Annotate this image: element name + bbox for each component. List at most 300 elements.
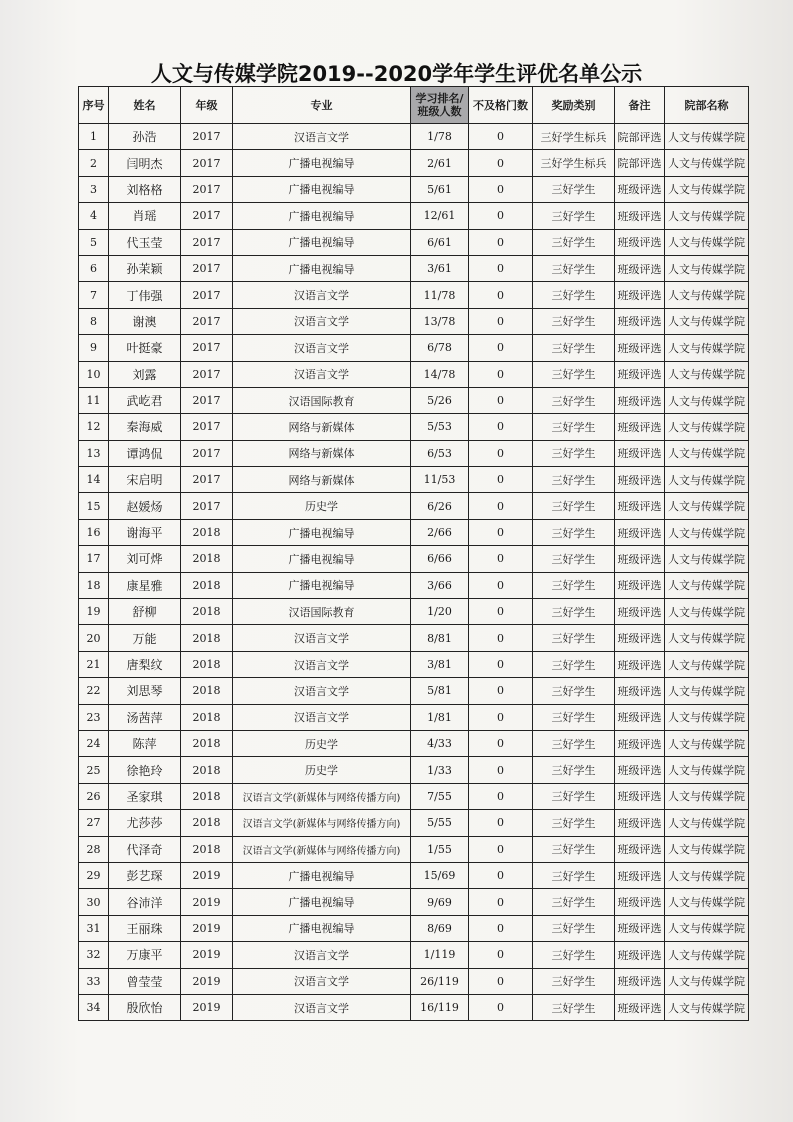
cell-no: 10 xyxy=(79,361,109,387)
cell-note: 班级评选 xyxy=(615,414,665,440)
cell-college: 人文与传媒学院 xyxy=(665,810,749,836)
cell-award: 三好学生 xyxy=(533,704,615,730)
cell-fail-count: 0 xyxy=(469,335,533,361)
table-row xyxy=(79,678,749,704)
cell-name: 代玉莹 xyxy=(109,229,181,255)
cell-name: 彭艺琛 xyxy=(109,862,181,888)
cell-no: 23 xyxy=(79,704,109,730)
cell-grade: 2017 xyxy=(181,387,233,413)
cell-no: 14 xyxy=(79,467,109,493)
table-row xyxy=(79,282,749,308)
table-row xyxy=(79,651,749,677)
cell-note: 班级评选 xyxy=(615,625,665,651)
cell-name: 万康平 xyxy=(109,942,181,968)
cell-major: 网络与新媒体 xyxy=(233,414,411,440)
cell-rank: 5/61 xyxy=(411,176,469,202)
cell-fail-count: 0 xyxy=(469,889,533,915)
cell-grade: 2019 xyxy=(181,889,233,915)
cell-name: 曾莹莹 xyxy=(109,968,181,994)
cell-grade: 2018 xyxy=(181,678,233,704)
cell-award: 三好学生 xyxy=(533,730,615,756)
cell-name: 代泽奇 xyxy=(109,836,181,862)
cell-no: 28 xyxy=(79,836,109,862)
header-name: 姓名 xyxy=(109,87,181,124)
cell-fail-count: 0 xyxy=(469,150,533,176)
cell-no: 20 xyxy=(79,625,109,651)
cell-rank: 11/53 xyxy=(411,467,469,493)
cell-fail-count: 0 xyxy=(469,678,533,704)
cell-rank: 6/66 xyxy=(411,546,469,572)
cell-note: 班级评选 xyxy=(615,889,665,915)
cell-fail-count: 0 xyxy=(469,704,533,730)
cell-no: 24 xyxy=(79,730,109,756)
cell-rank: 1/55 xyxy=(411,836,469,862)
cell-name: 王丽珠 xyxy=(109,915,181,941)
cell-major: 汉语言文学 xyxy=(233,625,411,651)
cell-major: 汉语言文学 xyxy=(233,651,411,677)
cell-college: 人文与传媒学院 xyxy=(665,203,749,229)
cell-major: 汉语言文学 xyxy=(233,678,411,704)
cell-no: 34 xyxy=(79,994,109,1020)
cell-note: 班级评选 xyxy=(615,203,665,229)
cell-college: 人文与传媒学院 xyxy=(665,335,749,361)
cell-rank: 8/81 xyxy=(411,625,469,651)
cell-note: 班级评选 xyxy=(615,361,665,387)
cell-grade: 2017 xyxy=(181,440,233,466)
cell-college: 人文与传媒学院 xyxy=(665,440,749,466)
cell-fail-count: 0 xyxy=(469,255,533,281)
cell-name: 圣家琪 xyxy=(109,783,181,809)
cell-award: 三好学生 xyxy=(533,546,615,572)
cell-note: 院部评选 xyxy=(615,124,665,150)
cell-major: 汉语言文学(新媒体与网络传播方向) xyxy=(233,836,411,862)
cell-no: 33 xyxy=(79,968,109,994)
cell-no: 1 xyxy=(79,124,109,150)
cell-note: 班级评选 xyxy=(615,994,665,1020)
cell-name: 叶挺豪 xyxy=(109,335,181,361)
cell-no: 5 xyxy=(79,229,109,255)
table-row xyxy=(79,599,749,625)
cell-major: 汉语言文学 xyxy=(233,308,411,334)
header-rank-line1: 学习排名/ xyxy=(415,92,464,105)
cell-rank: 4/33 xyxy=(411,730,469,756)
cell-major: 汉语言文学(新媒体与网络传播方向) xyxy=(233,783,411,809)
cell-fail-count: 0 xyxy=(469,387,533,413)
cell-rank: 3/66 xyxy=(411,572,469,598)
cell-no: 22 xyxy=(79,678,109,704)
cell-rank: 3/61 xyxy=(411,255,469,281)
cell-no: 30 xyxy=(79,889,109,915)
cell-college: 人文与传媒学院 xyxy=(665,862,749,888)
cell-note: 班级评选 xyxy=(615,572,665,598)
cell-fail-count: 0 xyxy=(469,757,533,783)
cell-name: 唐梨纹 xyxy=(109,651,181,677)
cell-grade: 2017 xyxy=(181,361,233,387)
cell-major: 网络与新媒体 xyxy=(233,467,411,493)
cell-rank: 2/66 xyxy=(411,519,469,545)
cell-fail-count: 0 xyxy=(469,572,533,598)
cell-grade: 2018 xyxy=(181,730,233,756)
cell-rank: 26/119 xyxy=(411,968,469,994)
table-row xyxy=(79,176,749,202)
table-row xyxy=(79,783,749,809)
cell-no: 18 xyxy=(79,572,109,598)
cell-no: 25 xyxy=(79,757,109,783)
cell-award: 三好学生标兵 xyxy=(533,124,615,150)
cell-grade: 2017 xyxy=(181,414,233,440)
cell-grade: 2017 xyxy=(181,203,233,229)
table-row xyxy=(79,968,749,994)
table-row xyxy=(79,810,749,836)
cell-fail-count: 0 xyxy=(469,124,533,150)
cell-award: 三好学生 xyxy=(533,678,615,704)
cell-no: 11 xyxy=(79,387,109,413)
cell-major: 历史学 xyxy=(233,757,411,783)
cell-college: 人文与传媒学院 xyxy=(665,414,749,440)
table-row xyxy=(79,862,749,888)
cell-fail-count: 0 xyxy=(469,308,533,334)
cell-grade: 2019 xyxy=(181,915,233,941)
cell-rank: 6/61 xyxy=(411,229,469,255)
table-row xyxy=(79,757,749,783)
cell-grade: 2017 xyxy=(181,467,233,493)
cell-note: 班级评选 xyxy=(615,757,665,783)
cell-grade: 2018 xyxy=(181,625,233,651)
cell-rank: 3/81 xyxy=(411,651,469,677)
cell-rank: 5/26 xyxy=(411,387,469,413)
cell-note: 院部评选 xyxy=(615,150,665,176)
cell-no: 27 xyxy=(79,810,109,836)
cell-major: 广播电视编导 xyxy=(233,519,411,545)
cell-rank: 16/119 xyxy=(411,994,469,1020)
cell-name: 丁伟强 xyxy=(109,282,181,308)
cell-award: 三好学生标兵 xyxy=(533,150,615,176)
cell-grade: 2017 xyxy=(181,255,233,281)
cell-award: 三好学生 xyxy=(533,915,615,941)
award-list-table xyxy=(78,86,749,1021)
cell-major: 广播电视编导 xyxy=(233,255,411,281)
cell-note: 班级评选 xyxy=(615,678,665,704)
cell-major: 历史学 xyxy=(233,730,411,756)
cell-name: 闫明杰 xyxy=(109,150,181,176)
cell-no: 8 xyxy=(79,308,109,334)
cell-fail-count: 0 xyxy=(469,836,533,862)
table-row xyxy=(79,255,749,281)
table-row xyxy=(79,519,749,545)
cell-college: 人文与传媒学院 xyxy=(665,467,749,493)
cell-rank: 1/33 xyxy=(411,757,469,783)
cell-award: 三好学生 xyxy=(533,414,615,440)
cell-award: 三好学生 xyxy=(533,889,615,915)
cell-college: 人文与传媒学院 xyxy=(665,308,749,334)
cell-rank: 15/69 xyxy=(411,862,469,888)
cell-fail-count: 0 xyxy=(469,968,533,994)
cell-award: 三好学生 xyxy=(533,282,615,308)
cell-note: 班级评选 xyxy=(615,783,665,809)
cell-name: 汤茜萍 xyxy=(109,704,181,730)
cell-name: 秦海威 xyxy=(109,414,181,440)
cell-college: 人文与传媒学院 xyxy=(665,889,749,915)
table-header-row xyxy=(79,87,749,124)
cell-no: 13 xyxy=(79,440,109,466)
cell-grade: 2017 xyxy=(181,308,233,334)
cell-name: 谢澳 xyxy=(109,308,181,334)
cell-college: 人文与传媒学院 xyxy=(665,651,749,677)
cell-award: 三好学生 xyxy=(533,203,615,229)
cell-note: 班级评选 xyxy=(615,282,665,308)
cell-college: 人文与传媒学院 xyxy=(665,387,749,413)
cell-rank: 6/53 xyxy=(411,440,469,466)
header-rank-line2: 班级人数 xyxy=(417,105,462,118)
cell-award: 三好学生 xyxy=(533,255,615,281)
cell-major: 汉语国际教育 xyxy=(233,387,411,413)
cell-note: 班级评选 xyxy=(615,599,665,625)
cell-college: 人文与传媒学院 xyxy=(665,150,749,176)
cell-grade: 2017 xyxy=(181,229,233,255)
cell-fail-count: 0 xyxy=(469,282,533,308)
cell-no: 19 xyxy=(79,599,109,625)
cell-no: 21 xyxy=(79,651,109,677)
cell-major: 汉语言文学 xyxy=(233,124,411,150)
cell-rank: 6/78 xyxy=(411,335,469,361)
cell-fail-count: 0 xyxy=(469,519,533,545)
cell-major: 广播电视编导 xyxy=(233,915,411,941)
cell-grade: 2018 xyxy=(181,519,233,545)
cell-rank: 11/78 xyxy=(411,282,469,308)
cell-major: 汉语言文学 xyxy=(233,335,411,361)
header-rank xyxy=(411,87,469,124)
cell-rank: 9/69 xyxy=(411,889,469,915)
cell-note: 班级评选 xyxy=(615,704,665,730)
cell-college: 人文与传媒学院 xyxy=(665,176,749,202)
header-college: 院部名称 xyxy=(665,87,749,124)
header-fail-count: 不及格门数 xyxy=(469,87,533,124)
cell-name: 宋启明 xyxy=(109,467,181,493)
cell-grade: 2018 xyxy=(181,757,233,783)
cell-no: 4 xyxy=(79,203,109,229)
header-major: 专业 xyxy=(233,87,411,124)
table-row xyxy=(79,229,749,255)
cell-fail-count: 0 xyxy=(469,810,533,836)
cell-grade: 2018 xyxy=(181,783,233,809)
table-body xyxy=(79,124,749,1021)
cell-name: 尤莎莎 xyxy=(109,810,181,836)
cell-rank: 14/78 xyxy=(411,361,469,387)
cell-name: 徐艳玲 xyxy=(109,757,181,783)
cell-grade: 2018 xyxy=(181,572,233,598)
cell-note: 班级评选 xyxy=(615,810,665,836)
cell-grade: 2019 xyxy=(181,862,233,888)
cell-major: 广播电视编导 xyxy=(233,176,411,202)
cell-college: 人文与传媒学院 xyxy=(665,783,749,809)
cell-award: 三好学生 xyxy=(533,651,615,677)
cell-grade: 2017 xyxy=(181,282,233,308)
table-row xyxy=(79,625,749,651)
cell-grade: 2017 xyxy=(181,150,233,176)
table-row xyxy=(79,440,749,466)
cell-note: 班级评选 xyxy=(615,493,665,519)
cell-note: 班级评选 xyxy=(615,229,665,255)
cell-name: 谭鸿侃 xyxy=(109,440,181,466)
cell-fail-count: 0 xyxy=(469,361,533,387)
cell-name: 康星雅 xyxy=(109,572,181,598)
cell-note: 班级评选 xyxy=(615,255,665,281)
cell-note: 班级评选 xyxy=(615,387,665,413)
cell-award: 三好学生 xyxy=(533,942,615,968)
cell-award: 三好学生 xyxy=(533,599,615,625)
table-row xyxy=(79,889,749,915)
cell-name: 赵媛炀 xyxy=(109,493,181,519)
cell-college: 人文与传媒学院 xyxy=(665,546,749,572)
cell-note: 班级评选 xyxy=(615,176,665,202)
cell-name: 刘露 xyxy=(109,361,181,387)
cell-major: 汉语言文学 xyxy=(233,942,411,968)
cell-award: 三好学生 xyxy=(533,176,615,202)
cell-award: 三好学生 xyxy=(533,493,615,519)
cell-fail-count: 0 xyxy=(469,730,533,756)
cell-major: 汉语言文学 xyxy=(233,968,411,994)
cell-major: 广播电视编导 xyxy=(233,862,411,888)
cell-note: 班级评选 xyxy=(615,730,665,756)
cell-fail-count: 0 xyxy=(469,414,533,440)
cell-note: 班级评选 xyxy=(615,308,665,334)
cell-grade: 2017 xyxy=(181,176,233,202)
cell-rank: 7/55 xyxy=(411,783,469,809)
cell-no: 9 xyxy=(79,335,109,361)
cell-college: 人文与传媒学院 xyxy=(665,519,749,545)
table-row xyxy=(79,387,749,413)
cell-grade: 2017 xyxy=(181,493,233,519)
cell-college: 人文与传媒学院 xyxy=(665,730,749,756)
table-row xyxy=(79,361,749,387)
cell-award: 三好学生 xyxy=(533,519,615,545)
cell-grade: 2018 xyxy=(181,836,233,862)
table-row xyxy=(79,414,749,440)
cell-college: 人文与传媒学院 xyxy=(665,493,749,519)
cell-college: 人文与传媒学院 xyxy=(665,915,749,941)
cell-rank: 12/61 xyxy=(411,203,469,229)
cell-rank: 6/26 xyxy=(411,493,469,519)
cell-college: 人文与传媒学院 xyxy=(665,282,749,308)
cell-note: 班级评选 xyxy=(615,862,665,888)
cell-fail-count: 0 xyxy=(469,467,533,493)
cell-award: 三好学生 xyxy=(533,308,615,334)
cell-award: 三好学生 xyxy=(533,467,615,493)
table-row xyxy=(79,730,749,756)
cell-name: 孙浩 xyxy=(109,124,181,150)
header-award: 奖励类别 xyxy=(533,87,615,124)
cell-name: 殷欣怡 xyxy=(109,994,181,1020)
cell-no: 29 xyxy=(79,862,109,888)
cell-college: 人文与传媒学院 xyxy=(665,968,749,994)
cell-award: 三好学生 xyxy=(533,440,615,466)
cell-major: 历史学 xyxy=(233,493,411,519)
cell-college: 人文与传媒学院 xyxy=(665,124,749,150)
cell-name: 孙茉颖 xyxy=(109,255,181,281)
table-row xyxy=(79,546,749,572)
cell-no: 6 xyxy=(79,255,109,281)
cell-award: 三好学生 xyxy=(533,757,615,783)
cell-award: 三好学生 xyxy=(533,836,615,862)
cell-grade: 2017 xyxy=(181,335,233,361)
cell-fail-count: 0 xyxy=(469,440,533,466)
table-row xyxy=(79,942,749,968)
cell-grade: 2019 xyxy=(181,968,233,994)
cell-grade: 2018 xyxy=(181,651,233,677)
cell-college: 人文与传媒学院 xyxy=(665,361,749,387)
cell-name: 刘格格 xyxy=(109,176,181,202)
cell-no: 16 xyxy=(79,519,109,545)
cell-note: 班级评选 xyxy=(615,440,665,466)
cell-fail-count: 0 xyxy=(469,599,533,625)
cell-no: 3 xyxy=(79,176,109,202)
table-row xyxy=(79,572,749,598)
table-row xyxy=(79,704,749,730)
cell-major: 汉语言文学(新媒体与网络传播方向) xyxy=(233,810,411,836)
cell-grade: 2019 xyxy=(181,942,233,968)
cell-award: 三好学生 xyxy=(533,335,615,361)
cell-no: 12 xyxy=(79,414,109,440)
table-row xyxy=(79,915,749,941)
table-row xyxy=(79,124,749,150)
cell-no: 32 xyxy=(79,942,109,968)
cell-college: 人文与传媒学院 xyxy=(665,942,749,968)
cell-award: 三好学生 xyxy=(533,572,615,598)
cell-major: 汉语言文学 xyxy=(233,361,411,387)
cell-grade: 2018 xyxy=(181,810,233,836)
cell-fail-count: 0 xyxy=(469,546,533,572)
cell-major: 汉语言文学 xyxy=(233,704,411,730)
cell-fail-count: 0 xyxy=(469,651,533,677)
cell-award: 三好学生 xyxy=(533,387,615,413)
header-grade: 年级 xyxy=(181,87,233,124)
table-row xyxy=(79,308,749,334)
cell-note: 班级评选 xyxy=(615,836,665,862)
table-row xyxy=(79,994,749,1020)
cell-college: 人文与传媒学院 xyxy=(665,704,749,730)
cell-fail-count: 0 xyxy=(469,994,533,1020)
cell-award: 三好学生 xyxy=(533,994,615,1020)
table-row xyxy=(79,203,749,229)
cell-college: 人文与传媒学院 xyxy=(665,625,749,651)
cell-note: 班级评选 xyxy=(615,651,665,677)
cell-college: 人文与传媒学院 xyxy=(665,572,749,598)
cell-name: 肖瑶 xyxy=(109,203,181,229)
cell-award: 三好学生 xyxy=(533,968,615,994)
cell-name: 舒柳 xyxy=(109,599,181,625)
table-row xyxy=(79,150,749,176)
cell-major: 广播电视编导 xyxy=(233,203,411,229)
cell-rank: 1/119 xyxy=(411,942,469,968)
cell-college: 人文与传媒学院 xyxy=(665,994,749,1020)
cell-note: 班级评选 xyxy=(615,546,665,572)
cell-award: 三好学生 xyxy=(533,229,615,255)
cell-name: 刘可烨 xyxy=(109,546,181,572)
cell-major: 网络与新媒体 xyxy=(233,440,411,466)
cell-name: 陈萍 xyxy=(109,730,181,756)
table-row xyxy=(79,836,749,862)
cell-major: 汉语言文学 xyxy=(233,994,411,1020)
cell-fail-count: 0 xyxy=(469,625,533,651)
cell-award: 三好学生 xyxy=(533,361,615,387)
cell-note: 班级评选 xyxy=(615,519,665,545)
table-row xyxy=(79,335,749,361)
cell-name: 刘思琴 xyxy=(109,678,181,704)
cell-name: 武屹君 xyxy=(109,387,181,413)
cell-fail-count: 0 xyxy=(469,942,533,968)
cell-major: 广播电视编导 xyxy=(233,229,411,255)
cell-college: 人文与传媒学院 xyxy=(665,678,749,704)
